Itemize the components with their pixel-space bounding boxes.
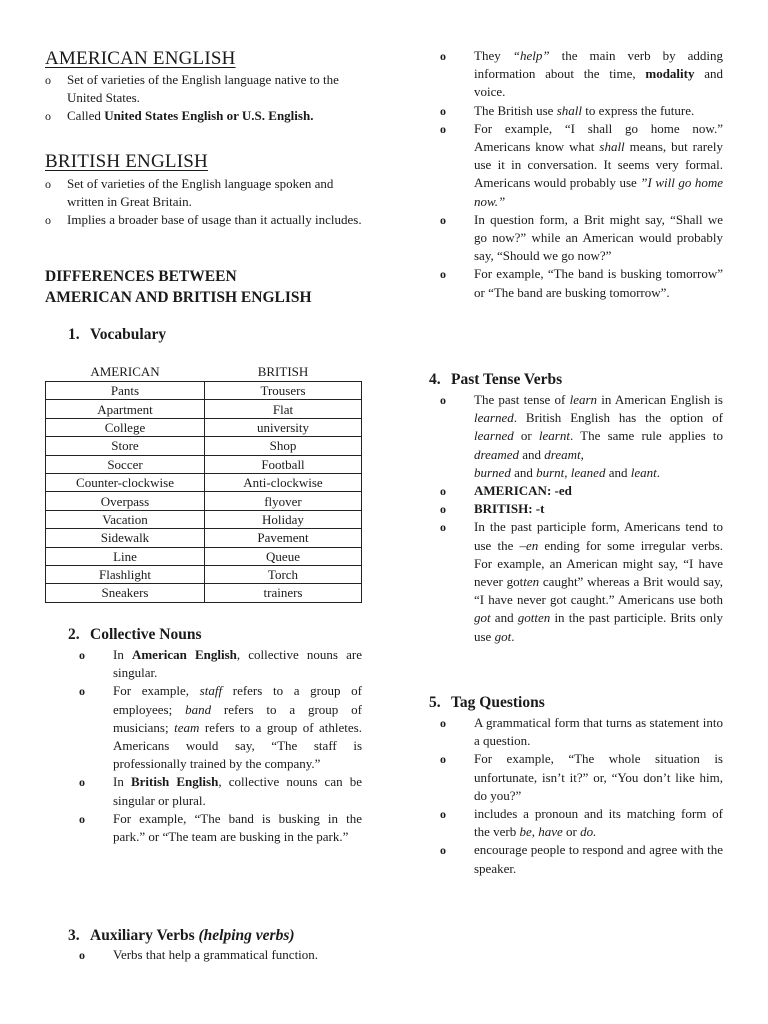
list-item: o includes a pronoun and its matching form of the verb be, have or do. [440,806,723,840]
cell-american: Counter-clockwise [46,473,205,491]
table-row [46,584,362,602]
table-row [46,510,362,528]
table-row [46,455,362,473]
bullet-icon: o [440,520,446,535]
bullet-icon: o [79,684,85,699]
cell-british: Pavement [205,529,362,547]
bullet-icon: o [45,177,51,191]
collective-nouns-list [75,646,362,846]
cell-american: Vacation [46,510,205,528]
differences-heading: DIFFERENCES BETWEEN AMERICAN AND BRITISH ENGLISH [45,268,312,306]
vocabulary-heading: 1. Vocabulary [68,326,167,343]
past-tense-verbs-list [436,391,723,646]
table-row [46,473,362,491]
bullet-icon: o [440,212,446,227]
list-item: o A grammatical form that turns as statement into a question. [440,715,723,749]
list-item: o In American English, collective nouns are singular. [79,647,362,681]
list-item: o For example, “The band is busking in the park.” or “The team are busking in the park.” [79,810,362,845]
table-row [46,565,362,583]
bullet-icon: o [440,393,446,407]
cell-british: Holiday [205,510,362,528]
bullet-icon: o [79,811,85,826]
list-item: o The British use shall to express the future. [436,102,723,120]
vocabulary-table [45,362,362,603]
auxiliary-verbs-list [75,946,362,964]
cell-american: Sidewalk [46,529,205,547]
bullet-icon: o [45,73,51,87]
cell-british: Queue [205,547,362,565]
cell-british: Torch [205,565,362,583]
bullet-icon: o [440,807,446,822]
table-row [46,437,362,455]
british-english-heading: BRITISH ENGLISH [45,151,208,172]
cell-british: Anti-clockwise [205,473,362,491]
bullet-icon: o [440,267,446,282]
cell-british: flyover [205,492,362,510]
auxiliary-verbs-heading: 3. Auxiliary Verbs (helping verbs) [68,927,295,944]
bullet-icon: o [440,716,446,730]
cell-british: Football [205,455,362,473]
table-row [46,400,362,418]
list-item: o encourage people to respond and agree with the speaker. [440,842,723,876]
table-row [46,492,362,510]
vocabulary-table-body [46,382,362,603]
table-header-american: AMERICAN [90,363,160,379]
cell-american: Flashlight [46,565,205,583]
list-item: o In the past participle form, Americans tend to use the –en ending for some irregular verbs. For example, an American might say, “I have never gotten caught” whereas a Brit would say, “I have never got caught.” Americans use both got and gotten in the past participle. Brits only use got. [440,519,724,644]
cell-british: Shop [205,437,362,455]
tag-questions-list [436,714,723,878]
bullet-icon: o [79,775,85,790]
bullet-icon: o [440,49,446,63]
list-item: o Verbs that help a grammatical function. [75,946,362,964]
past-tense-verbs-heading: 4. Past Tense Verbs [429,371,563,388]
list-item: o Implies a broader base of usage than it actually includes. [45,211,363,229]
list-item: o Set of varieties of the English language spoken and written in Great Britain. [45,176,334,210]
cell-british: Flat [205,400,362,418]
cell-american: Sneakers [46,584,205,602]
cell-british: Trousers [205,382,362,400]
cell-american: College [46,418,205,436]
cell-american: Line [46,547,205,565]
table-row [46,382,362,400]
list-item: o In British English, collective nouns can be singular or plural. [79,774,362,808]
bullet-icon: o [45,109,51,124]
list-item: o For example, staff refers to a group of employees; band refers to a group of musicians; team refers to a group of athletes. Americans would say, “The staff is professionally trained by the company.” [79,683,362,772]
table-row [46,547,362,565]
table-row [46,418,362,436]
bullet-icon: o [79,648,85,662]
bullet-icon: o [440,752,446,767]
list-item: o AMERICAN: -ed [436,482,723,500]
bullet-icon: o [440,121,446,136]
tag-questions-heading: 5. Tag Questions [429,694,545,711]
table-row [46,529,362,547]
bullet-icon: o [45,213,51,228]
list-item: o Called United States English or U.S. English. [45,107,363,125]
list-item: o For example, “The band is busking tomorrow” or “The band are busking tomorrow”. [440,266,723,300]
cell-american: Apartment [46,400,205,418]
american-english-heading: AMERICAN ENGLISH [45,48,236,69]
cell-british: trainers [205,584,362,602]
list-item: o The past tense of learn in American English is learned. British English has the option of learned or learnt. The same rule applies to dreamed and dreamt, burned and burnt, leaned and leant. [440,392,723,480]
list-item: o For example, “The whole situation is unfortunate, isn’t it?” or, “You don’t like him, do you?” [440,751,723,803]
american-english-list [45,71,363,126]
list-item: o BRITISH: -t [436,500,723,518]
auxiliary-verbs-continued-list [436,47,723,302]
cell-american: Pants [46,382,205,400]
bullet-icon: o [440,843,446,858]
bullet-icon: o [79,948,85,962]
bullet-icon: o [440,103,446,118]
list-item: o For example, “I shall go home now.” Americans know what shall means, but rarely use it in conversation. It seems very formal. Americans would probably use ”I will go home now.” [440,120,723,209]
cell-american: Store [46,437,205,455]
collective-nouns-heading: 2. Collective Nouns [68,626,202,643]
table-header-british: BRITISH [257,363,309,379]
cell-american: Soccer [46,455,205,473]
british-english-list [45,175,363,230]
list-item: o In question form, a Brit might say, “Shall we go now?” while an American would probably say, “Should we go now?” [440,211,723,264]
list-item: o Set of varieties of the English language native to the United States. [45,72,339,106]
list-item: o They “help” the main verb by adding information about the time, modality and voice. [440,48,723,100]
cell-british: university [205,418,362,436]
cell-american: Overpass [46,492,205,510]
bullet-icon: o [440,502,446,517]
bullet-icon: o [440,484,446,499]
